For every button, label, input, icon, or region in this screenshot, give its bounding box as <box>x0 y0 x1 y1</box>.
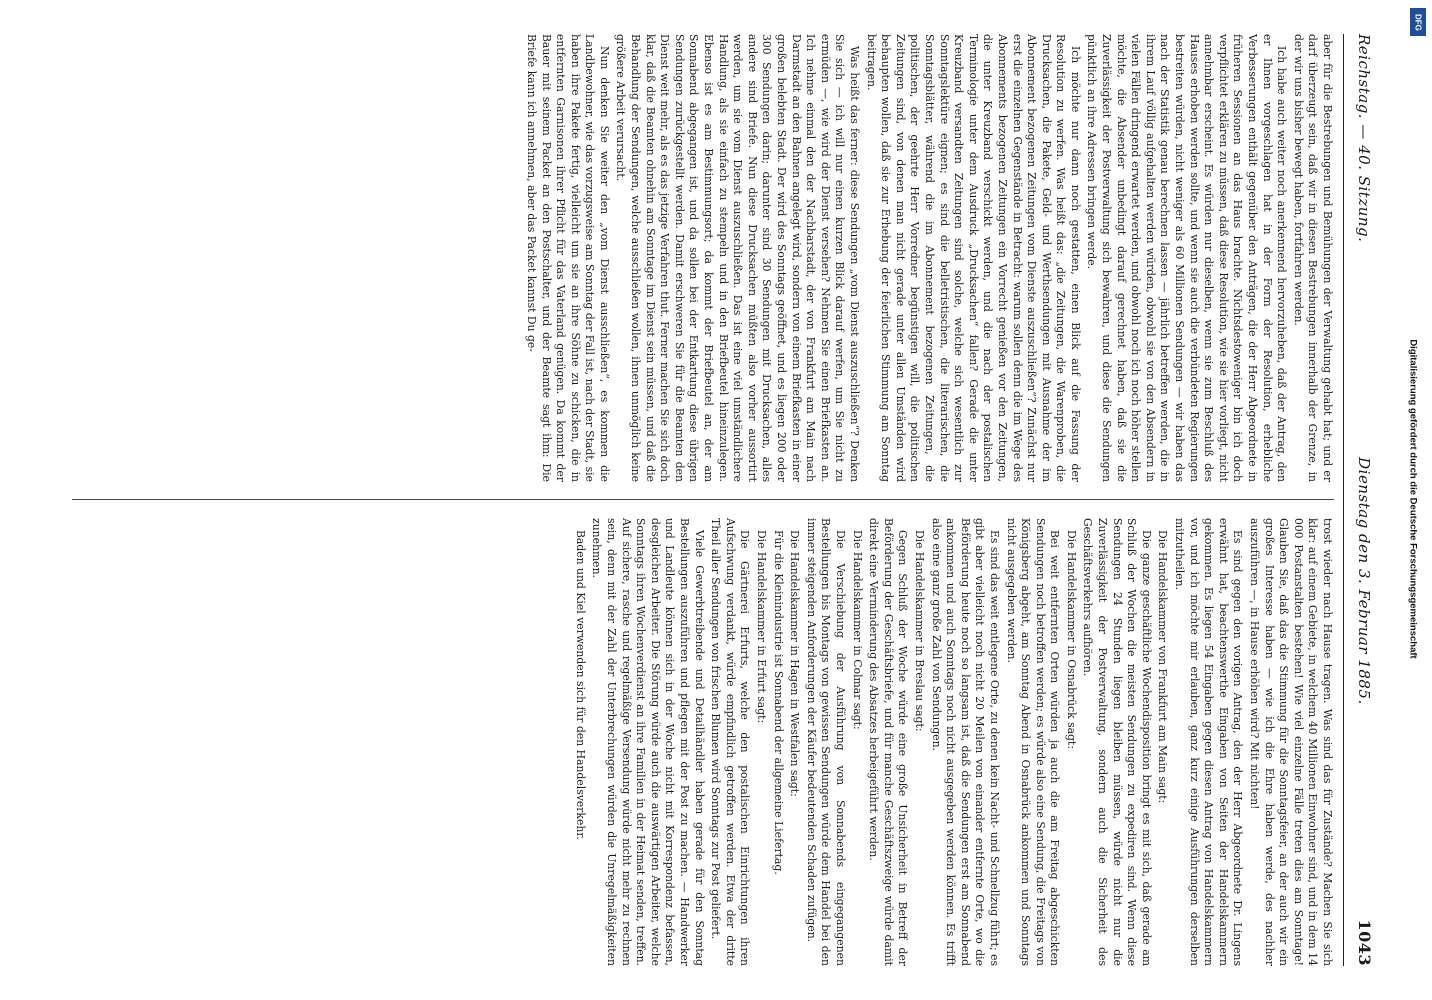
paragraph: Baden und Kiel verwenden sich für den Handelsverkehr. <box>573 530 587 840</box>
paragraph: Ich habe auch weiter noch anerkennend hervorzuheben, daß der Antrag, den er Ihnen vorgeschlagen hat in der Form der Resolution, erhebliche Verbesserungen enthält gegenüber den Anträgen, die der Herr Abgeordnete in früheren Sessionen an das Haus brachte. Nichtsdestoweniger bin ich doch verpflichtet erklären zu müssen, daß diese Resolution, wie sie hier vorliegt, nicht annehmbar erscheint. Es würden nur dieselben, wenn sie zum Beschluß des Hauses erhoben werden sollte, und wenn sie auch die verbündeten Regierungen bestreiten würden, nicht weniger als 60 Millionen Sendungen — wir haben das nach der Statistik genau berechnen lassen — jährlich betreffen werden, die in ihrem Lauf völlig aufgehalten werden würden, obwohl sie von den Absendern in vielen Fällen dringend erwartet werden, und obwohl noch ich noch höher stellen möchte, die Absender unbedingt darauf gerechnet haben, daß sie die Zuverlässigkeit der Postverwaltung sich bewahren, und diese die Sendungen pünktlich an ihre Adressen bringen werde. <box>1085 34 1289 482</box>
paragraph: Die Handelskammer in Breslau sagt: <box>912 530 926 732</box>
paragraph: Ich möchte nur dann noch gestatten, einen Blick auf die Fassung der Resolution zu werfen. Was heißt das: „die Zeitungen, die Warenproben, die Drucksachen, die Pakete, Geld- und Werthsendungen mit Ausnahme der im Abonnement bezogenen Zeitungen vom Dienste auszuschließen“? Zunächst nur erst die einzelnen Gegenstände in Betracht: warum sollen denn die im Wege des Abonnements bezogenen Zeitungen ein Vorrecht genießen vor den Zeitungen, die unter Kreuzband verschickt werden, und die nach der postalischen Terminologie unter dem Ausdruck „Drucksachen“ fallen? Gerade die unter Kreuzband versandten Zeitungen sind solche, welche sich wesentlich zur Sonntagslektüre eignen; es sind die belletristischen, die literarischen, die Sonntagsblätter, während die im Abonnement bezogenen Zeitungen, die politischen, der geehrte Herr Vorredner begünstigen will, die politischen Zeitungen sind, von denen man nicht gerade unter allen Umständen wird behaupten wollen, daß sie zur Erhebung der feierlichen Stimmung am Sonntag beitragen. <box>864 34 1082 482</box>
digitization-credit <box>1402 4 1424 994</box>
paragraph: Die Handelskammer in Hagen in Westfalen sagt: <box>788 530 802 797</box>
paragraph: Die Verschiebung der Ausführung von Sonnabends eingegangenen Bestellungen bis Montags von gewissen Sendungen würde dem Handel bei den immer steigenden Anforderungen der Käufer bedeutenden Schaden zufügen. <box>804 518 847 966</box>
paragraph: Die Handelskammer in Colmar sagt: <box>850 530 864 730</box>
column-divider <box>72 499 1334 500</box>
paragraph: Es sind das weit entlegene Orte, zu denen kein Nacht- und Schnellzug führt; es gibt aber vielleicht noch nicht 20 Meilen von einander entfernte Orte, wo die Beförderung heute noch so langsam ist, daß die Sendungen erst am Sonnabend ankommen und auch Sonntags noch nicht ausgegeben werden können. Es trifft also eine ganz große Zahl von Sendungen. <box>929 518 1001 966</box>
paragraph: Nun denken Sie weiter den „vom Dienst ausschließen“, es kommen die Landbewohner, wie das vorzugsweise am Sonntag der Fall ist, nach der Stadt, sie haben ihre Pakete fertig, vielleicht um sie an ihre Söhne zu schicken, die in entfernten Garnisonen ihrer Pflicht für das Vaterland genügen. Da kommt der Bauer mit seinem Packet an den Postschalter, und der Beamte sagt ihm: Die Briefe kann ich annehmen, aber das Packet kannst Du ge- <box>524 34 611 482</box>
running-head <box>1348 34 1374 966</box>
dfg-logo: DFG <box>1410 8 1426 36</box>
credit-text: Digitalisierung gefördert durch die Deutsche Forschungsgemeinschaft <box>1407 339 1419 659</box>
running-head-left: Reichstag. — 40. Sitzung. <box>1355 34 1373 243</box>
left-column <box>72 34 1334 482</box>
paragraph: Die Gärtnerei Erfurts, welche den postalischen Einrichtungen ihren Aufschwung verdankt, würde empfindlich getroffen werden. Etwa der dritte Theil aller Sendungen von frischen Blumen wird Sonntags zur Post geliefert. <box>709 518 752 966</box>
paragraph: Die ganze geschäftliche Wochendisposition bringt es mit sich, daß gerade am Schluß der Wochen die meisten Sendungen zu expediren sind. Wenn diese Sendungen 24 Stunden liegen bleiben müssen, würde nicht nur die Zuverlässigkeit der Postverwaltung, sondern auch die Sicherheit des Geschäftsverkehrs aufhören. <box>1081 518 1153 966</box>
paragraph: Bei weit entfernten Orten würden ja auch die am Freitag abgeschickten Sendungen noch betroffen werden; es würde also eine Sendung, die Freitags von Königsberg abgeht, am Sonntag Abend in Osnabrück ankommen und Sonntags nicht ausgegeben werden. <box>1004 518 1062 966</box>
paragraph: aber für die Bestrebungen und Bemühungen der Verwaltung gehabt hat; und er darf überzeugt sein, daß wir in diesen Bestrebungen innerhalb der Grenze, in der wir uns bisher bewegt haben, fortfahren werden. <box>1291 34 1334 482</box>
paragraph: Für die Kleinindustrie ist Sonnabend der allgemeine Liefertag. <box>771 530 785 875</box>
right-column <box>72 518 1334 966</box>
paragraph: Was heißt das ferner: diese Sendungen „vom Dienst auszuschließen“? Denken Sie sich — ich will nur einen kurzen Blick darauf werfen, um Sie nicht zu ermüden —, wie wird der Dienst versehen? Nehmen Sie einen Briefkasten an. Ich nehme einmal den der Nachbarstadt, der von Frankfurt am Main nach Darmstadt an den Bahnen angelegt wird, sondern von einem Briefkasten in einer großen belebten Stadt. Der wird des Sonntags geöffnet, und es liegen 200 oder 300 Sendungen darin; darunter sind 30 Sendungen mit Drucksachen, alles andere sind Briefe. Nun diese Drucksachen müßten also vorher aussortirt werden, um sie vom Dienst auszuschließen. Das ist eine viel umständlichere Handlung, als sie einfach zu stempeln und in den Briefbeutel hineinzulegen. Ebenso ist es am Bestimmungsort; da kommt der Briefbeutel an, der am Sonnabend abgegangen ist, und da sollen bei der Entkartung diese übrigen Sendungen zurückgestellt werden. Damit erschweren Sie für die Beamten den Dienst weit mehr, als es das jetzige Verfahren thut. Ferner machen Sie sich doch klar, daß die Beamten ohnehin am Sonntage im Dienst sein müssen, und daß die Behandlung der Sendungen, welche ausschließen wollen, ihnen unmöglich keine größere Arbeit verursacht. <box>614 34 861 482</box>
paragraph: Die Handelskammer von Frankfurt am Main sagt: <box>1156 530 1170 804</box>
paragraph: Viele Gewerbtreibende und Detailhändler haben gerade für den Sonntag Bestellungen auszuführen und pflegen mit der Post zu machen. — Handwerker und Landleute können sich in der Woche nicht mit Korrespondenz befassen, desgleichen Arbeiter. Die Störung würde auch die auswärtigen Arbeiter, welche Sonntags ihren Wochenverdienst an ihre Familien in der Heimat senden, treffen. Auf sichere, rasche und regelmäßige Versendung würde nicht mehr zu rechnen sein, denn mit der Zahl der Unterbrechungen würden die Unregelmäßigkeiten zunehmen. <box>590 518 706 966</box>
page-number: 1043 <box>1355 919 1374 966</box>
paragraph: trost wieder nach Hause tragen. Was sind das für Zustände? Machen Sie sich klar: auf einem Gebiete, in welchem 40 Millionen Einwohner sind, und in dem 14 000 Postanstalten bestehen! Wie viel einzelne Fälle treten dies am Sonntage! Glauben Sie, daß das die Stimmung für die Sonntagsfeier, an der auch wir ein großes Interesse haben — wie ich die Ehre haben werde, des nachher auszuführen —, in Hause erhöhen wird? Mit nichten! <box>1248 518 1334 966</box>
paragraph: Es sind gegen den vorigen Antrag, den der Herr Abgeordnete Dr. Lingens erwähnt hat, beachtenswerthe Eingaben von Seiten der Handelskammern gekommen. Es liegen 54 Eingaben gegen diesen Antrag von Handelskammern vor, und ich möchte mir erlauben, ganz kurz einige Ausführungen derselben mitzutheilen. <box>1173 518 1245 966</box>
header-rule <box>1343 34 1344 966</box>
running-head-date: Dienstag den 3. Februar 1885. <box>1355 457 1373 705</box>
paragraph: Die Handelskammer in Osnabrück sagt: <box>1064 530 1078 750</box>
paragraph: Gegen Schluß der Woche würde eine große Unsicherheit in Betreff der Beförderung der Geschäftsbriefe, und für manche Geschäftszweige würde damit direkt eine Verminderung des Absatzes herbeigeführt werden. <box>867 518 910 966</box>
document-page <box>36 0 1396 1000</box>
paragraph: Die Handelskammer in Erfurt sagt: <box>755 530 769 724</box>
